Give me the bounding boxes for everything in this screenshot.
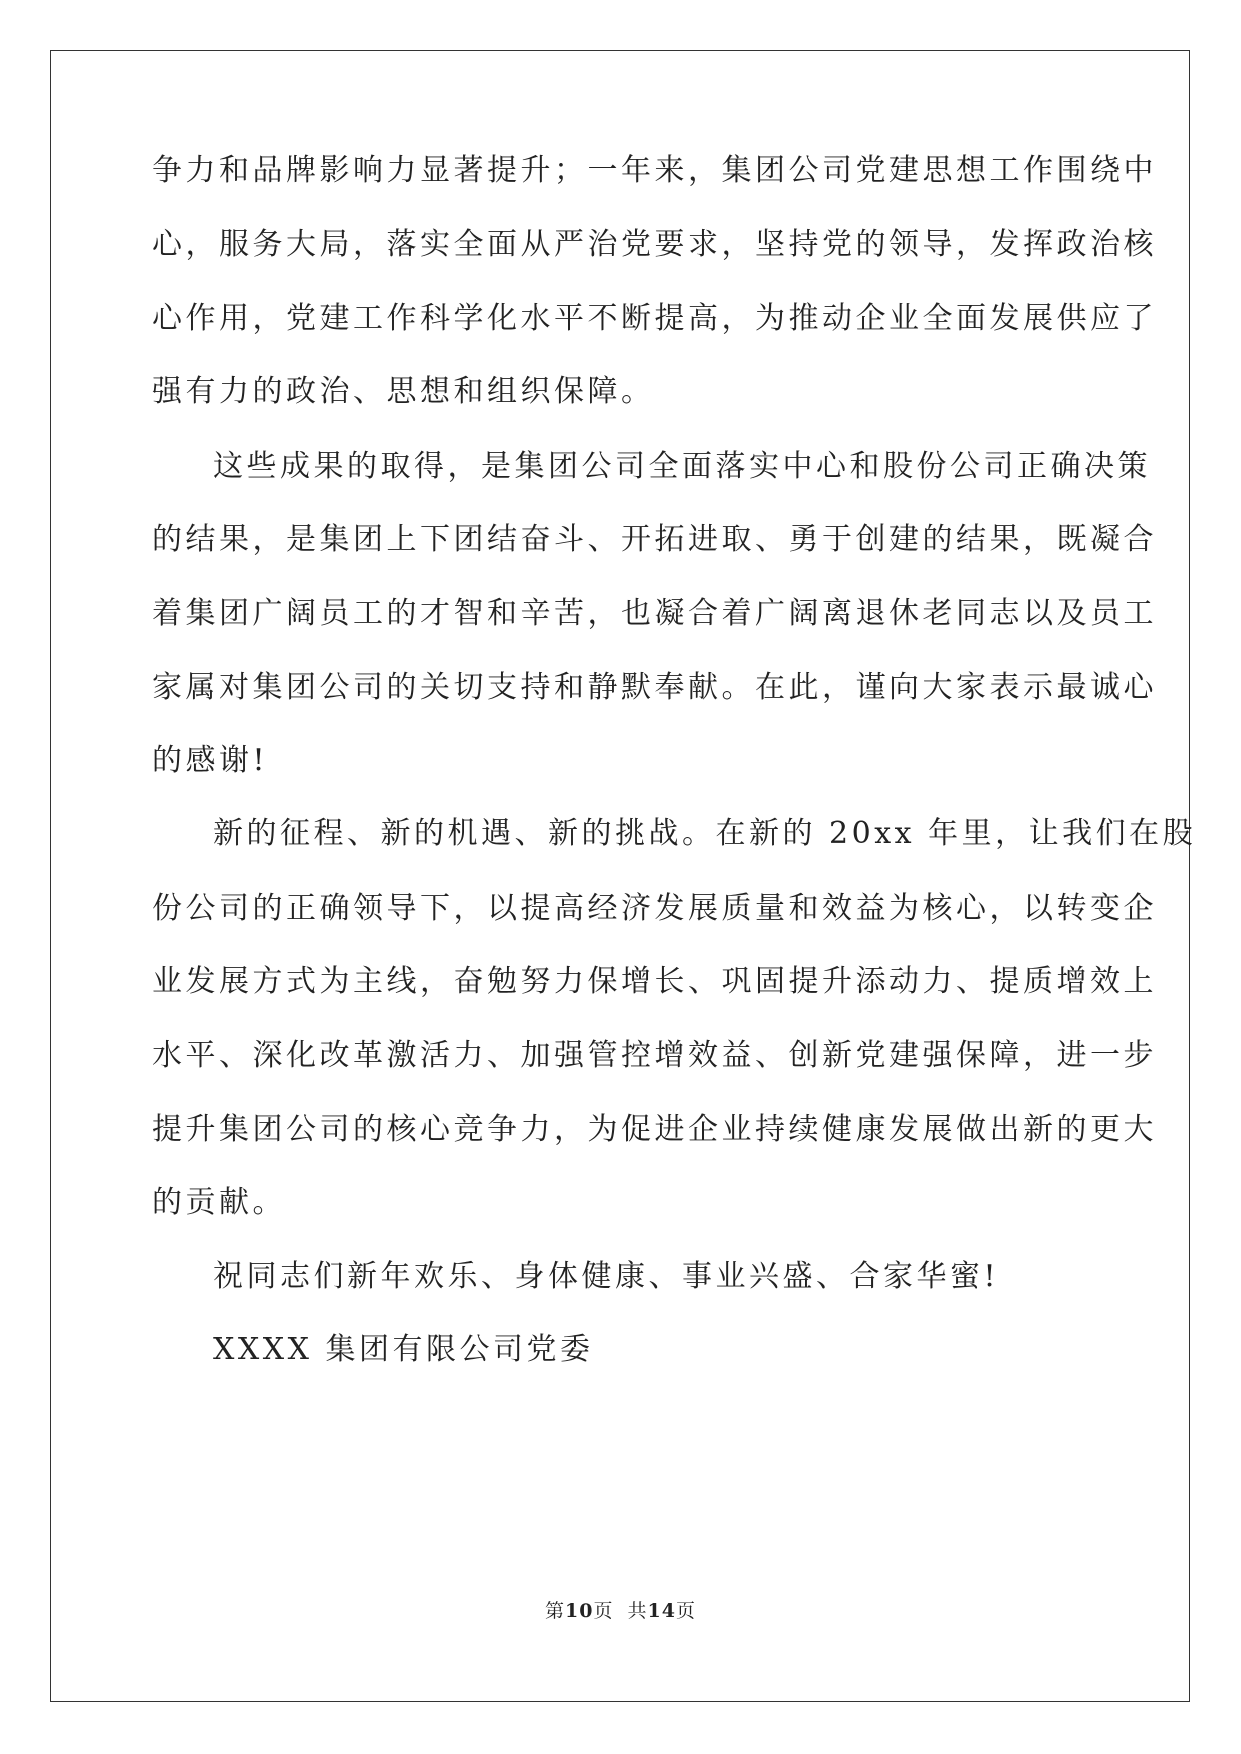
body-line: 的贡献。 [152,1185,286,1220]
footer-prefix: 第 [544,1600,565,1622]
body-line: 的感谢! [152,743,269,778]
body-line: 着集团广阔员工的才智和辛苦，也凝合着广阔离退休老同志以及员工 [152,596,1157,631]
footer-middle: 页 共 [593,1600,648,1622]
body-line: 的结果，是集团上下团结奋斗、开拓进取、勇于创建的结果，既凝合 [152,522,1157,557]
body-line: 业发展方式为主线，奋勉努力保增长、巩固提升添动力、提质增效上 [152,964,1157,999]
body-line: 强有力的政治、思想和组织保障。 [152,374,655,409]
current-page-number: 10 [565,1600,594,1622]
footer-suffix: 页 [676,1600,697,1622]
greeting-line: 祝同志们新年欢乐、身体健康、事业兴盛、合家华蜜! [213,1259,1000,1294]
page-footer [0,1598,1241,1624]
body-line: 心，服务大局，落实全面从严治党要求，坚持党的领导，发挥政治核 [152,227,1157,262]
total-pages-number: 14 [647,1600,676,1622]
paragraph-first-line: 新的征程、新的机遇、新的挑战。在新的 20xx 年里，让我们在股 [213,816,1197,851]
body-line: 心作用，党建工作科学化水平不断提高，为推动企业全面发展供应了 [152,301,1157,336]
body-line: 家属对集团公司的关切支持和静默奉献。在此，谨向大家表示最诚心 [152,670,1157,705]
signature-line: XXXX 集团有限公司党委 [213,1332,594,1367]
body-line: 水平、深化改革激活力、加强管控增效益、创新党建强保障，进一步 [152,1038,1157,1073]
paragraph-first-line: 这些成果的取得，是集团公司全面落实中心和股份公司正确决策 [213,449,1151,484]
body-line: 份公司的正确领导下，以提高经济发展质量和效益为核心，以转变企 [152,891,1157,926]
body-line: 争力和品牌影响力显著提升；一年来，集团公司党建思想工作围绕中 [152,153,1157,188]
body-line: 提升集团公司的核心竞争力，为促进企业持续健康发展做出新的更大 [152,1112,1157,1147]
